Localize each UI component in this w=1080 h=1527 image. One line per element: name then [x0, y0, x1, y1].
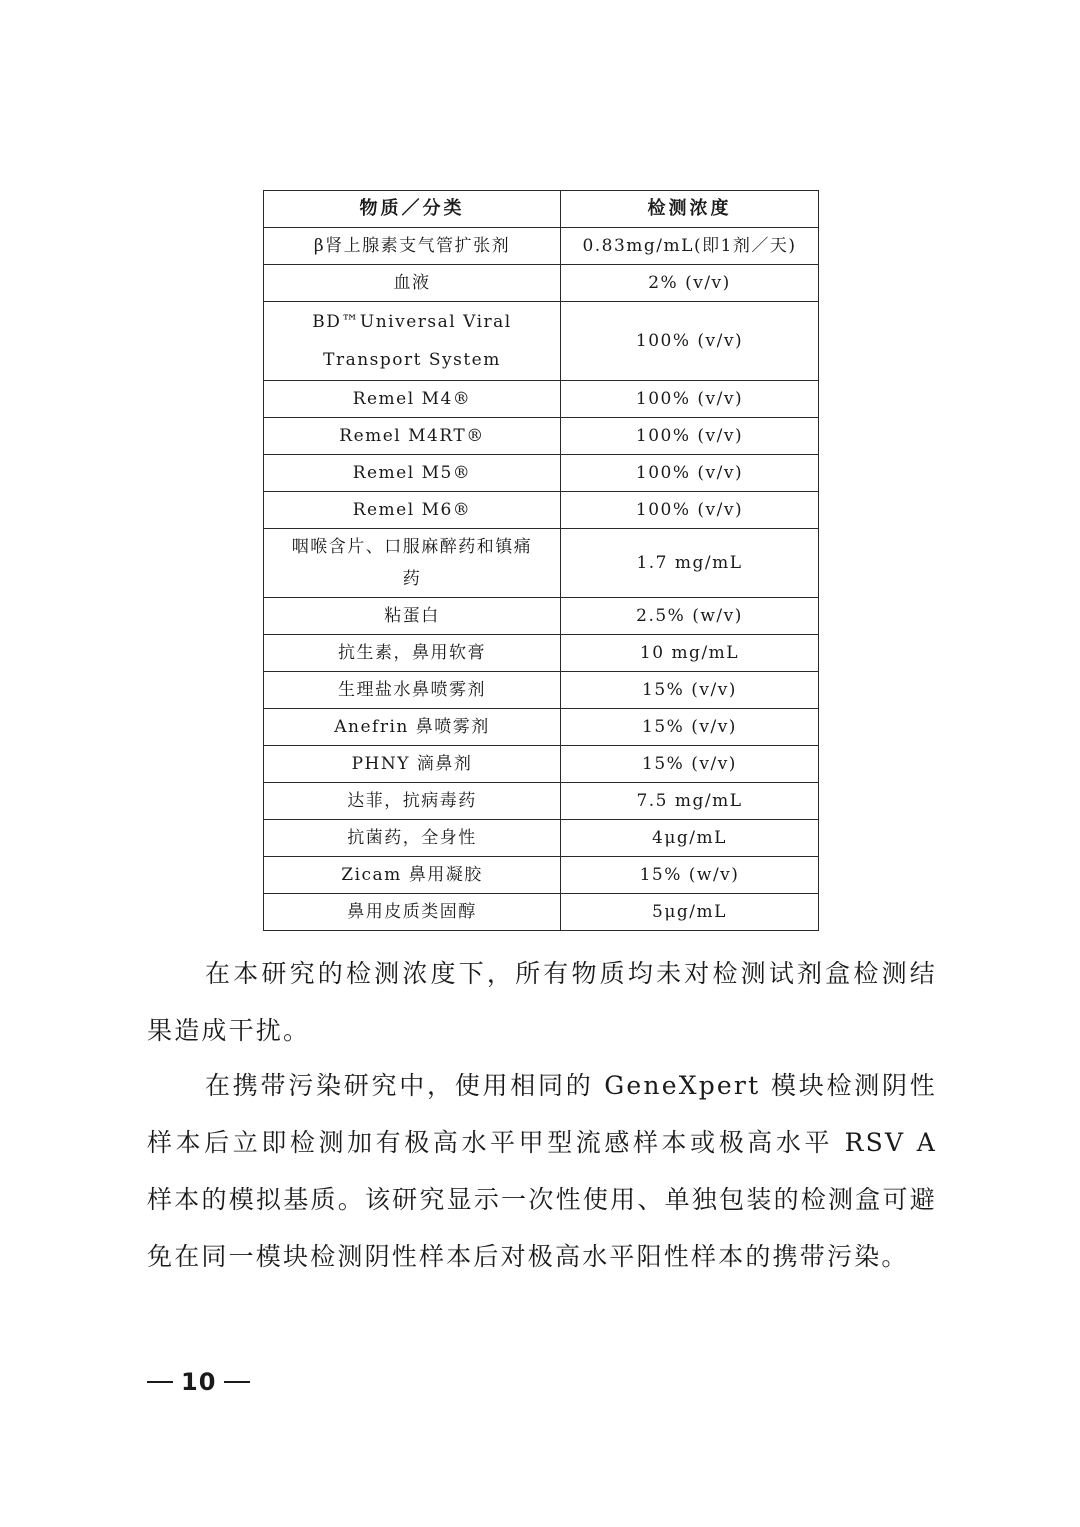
table-row	[264, 381, 819, 418]
table-row	[264, 302, 819, 381]
substance-cell	[264, 529, 561, 598]
concentration-cell: 100% (v/v)	[561, 418, 819, 455]
page-number	[147, 1368, 250, 1396]
table-row	[264, 455, 819, 492]
header-concentration: 检测浓度	[561, 191, 819, 228]
concentration-cell: 2.5% (w/v)	[561, 598, 819, 635]
substance-cell: 抗菌药，全身性	[264, 820, 561, 857]
paragraph-text: 在本研究的检测浓度下，所有物质均未对检测试剂盒检测结果造成干扰。	[147, 959, 937, 1045]
conclusion-paragraph	[147, 945, 937, 1059]
table-row	[264, 857, 819, 894]
interference-substances-table	[263, 190, 819, 931]
concentration-cell: 15% (v/v)	[561, 746, 819, 783]
table-row	[264, 492, 819, 529]
concentration-cell: 0.83mg/mL(即1剂／天)	[561, 228, 819, 265]
table-row	[264, 598, 819, 635]
substance-cell: PHNY 滴鼻剂	[264, 746, 561, 783]
dash-right	[224, 1381, 250, 1383]
table-row	[264, 820, 819, 857]
substance-cell: Remel M5®	[264, 455, 561, 492]
page-number-value: 10	[181, 1368, 217, 1396]
concentration-cell: 4μg/mL	[561, 820, 819, 857]
substance-cell: 达菲，抗病毒药	[264, 783, 561, 820]
concentration-cell: 100% (v/v)	[561, 455, 819, 492]
substance-cell: Remel M6®	[264, 492, 561, 529]
substance-cell: 抗生素，鼻用软膏	[264, 635, 561, 672]
concentration-cell: 5μg/mL	[561, 894, 819, 931]
substance-cell: 粘蛋白	[264, 598, 561, 635]
substance-line: 咽喉含片、口服麻醉药和镇痛	[291, 537, 533, 557]
concentration-cell: 15% (w/v)	[561, 857, 819, 894]
paragraph-text: 在携带污染研究中，使用相同的 GeneXpert 模块检测阴性样本后立即检测加有极高水平甲型流感样本或极高水平 RSV A 样本的模拟基质。该研究显示一次性使用、单独包装的检测盒可避免在同一模块检测阴性样本后对极高水平阳性样本的携带污染。	[147, 1071, 937, 1271]
substance-line: 药	[402, 569, 422, 589]
concentration-cell: 2% (v/v)	[561, 265, 819, 302]
substance-cell	[264, 302, 561, 381]
table-row	[264, 228, 819, 265]
concentration-cell: 1.7 mg/mL	[561, 529, 819, 598]
substance-cell: Remel M4RT®	[264, 418, 561, 455]
substance-cell: Remel M4®	[264, 381, 561, 418]
substance-cell: Zicam 鼻用凝胶	[264, 857, 561, 894]
table-header-row	[264, 191, 819, 228]
substance-cell: Anefrin 鼻喷雾剂	[264, 709, 561, 746]
table-row	[264, 746, 819, 783]
header-substance: 物质／分类	[264, 191, 561, 228]
table-row	[264, 529, 819, 598]
concentration-cell: 7.5 mg/mL	[561, 783, 819, 820]
table-row	[264, 418, 819, 455]
concentration-cell: 100% (v/v)	[561, 492, 819, 529]
substance-cell: β肾上腺素支气管扩张剂	[264, 228, 561, 265]
concentration-cell: 15% (v/v)	[561, 672, 819, 709]
concentration-cell: 100% (v/v)	[561, 381, 819, 418]
table-row	[264, 635, 819, 672]
concentration-cell: 10 mg/mL	[561, 635, 819, 672]
substance-line: BD™Universal Viral	[312, 312, 512, 332]
carryover-paragraph	[147, 1057, 937, 1285]
table-row	[264, 672, 819, 709]
table-row	[264, 709, 819, 746]
table-row	[264, 265, 819, 302]
table-row	[264, 894, 819, 931]
substance-line: Transport System	[323, 350, 501, 370]
substance-cell: 血液	[264, 265, 561, 302]
substance-cell: 鼻用皮质类固醇	[264, 894, 561, 931]
dash-left	[147, 1381, 173, 1383]
table-row	[264, 783, 819, 820]
concentration-cell: 15% (v/v)	[561, 709, 819, 746]
concentration-cell: 100% (v/v)	[561, 302, 819, 381]
substance-cell: 生理盐水鼻喷雾剂	[264, 672, 561, 709]
